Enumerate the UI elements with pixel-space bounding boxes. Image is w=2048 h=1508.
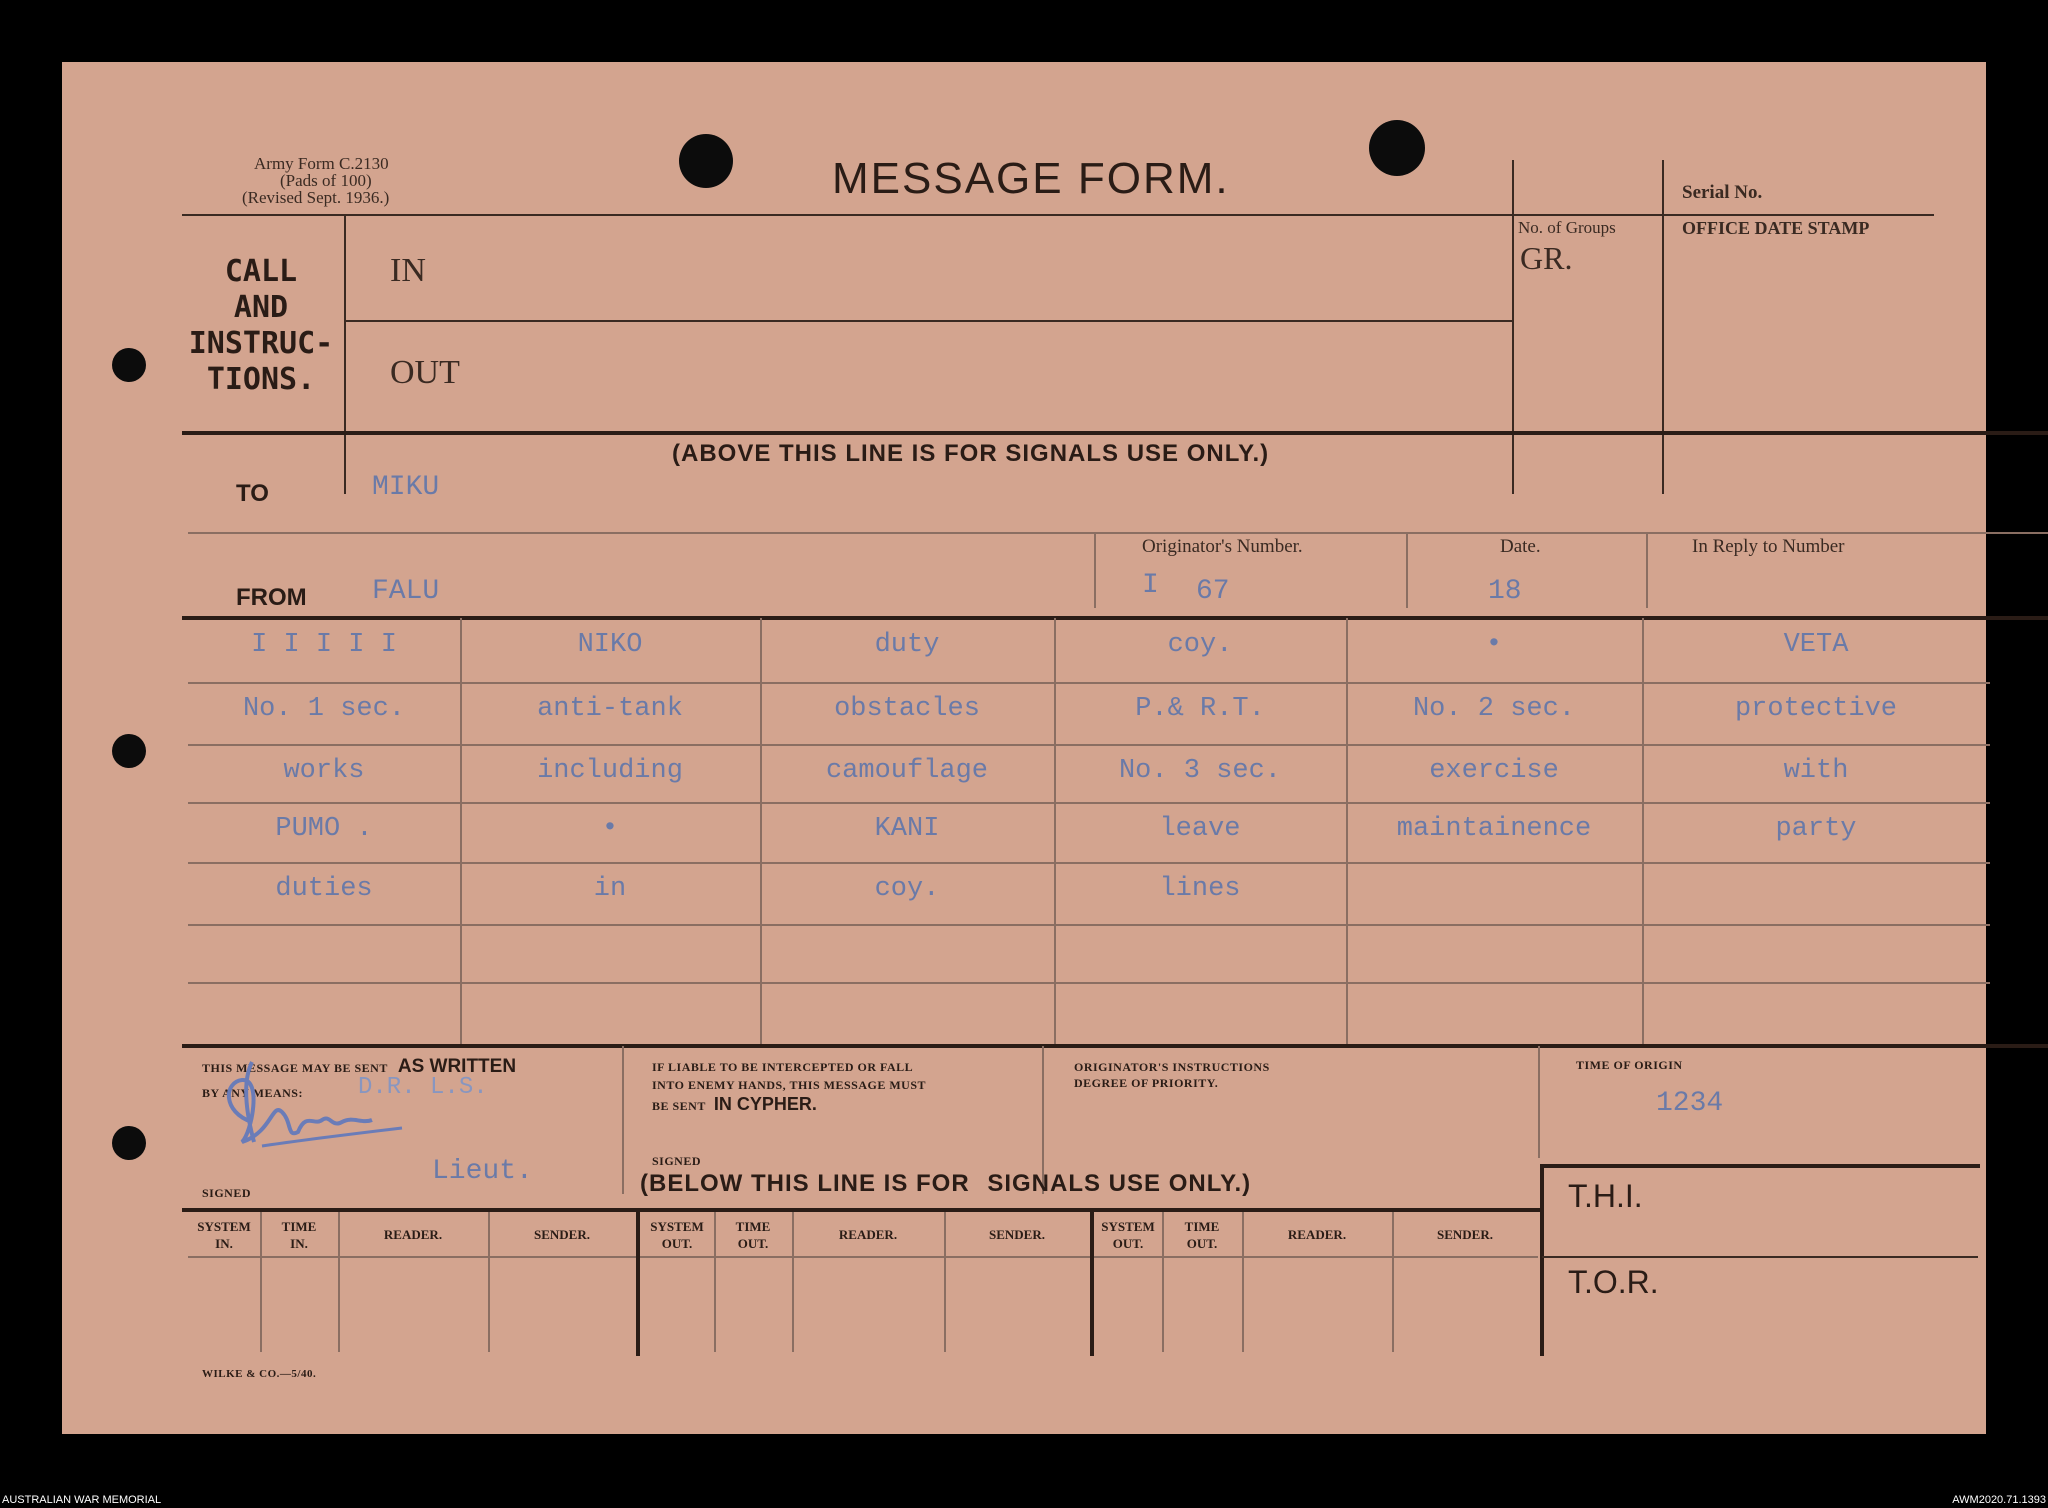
signals-header-line-2: OUT.	[1186, 1236, 1218, 1251]
below-line-part-1: (BELOW THIS LINE IS FOR	[640, 1170, 970, 1197]
punch-hole-left-1	[112, 348, 146, 382]
be-sent-text: BE SENT	[652, 1099, 706, 1113]
out-label: OUT	[390, 354, 460, 391]
grid-row-divider	[188, 862, 1990, 864]
signals-header-line-1: SYSTEM	[650, 1219, 704, 1234]
message-grid-cell: coy.	[1167, 630, 1233, 660]
rank-value: Lieut.	[432, 1156, 533, 1187]
signals-header-line-1: TIME	[281, 1219, 317, 1234]
signals-header-rule	[640, 1256, 1090, 1258]
grid-row-divider	[188, 682, 1990, 684]
message-grid-cell: KANI	[874, 814, 940, 844]
above-line-notice: (ABOVE THIS LINE IS FOR SIGNALS USE ONLY.)	[672, 440, 1270, 467]
message-grid-cell: works	[283, 756, 365, 786]
punch-hole-top-left	[679, 134, 733, 188]
signed-label: SIGNED	[202, 1186, 252, 1200]
signals-header-line-2: OUT.	[1112, 1236, 1144, 1251]
serial-no-label: Serial No.	[1682, 182, 1763, 203]
message-grid-cell: obstacles	[834, 694, 980, 724]
signals-header-cell	[338, 1218, 488, 1243]
army-form-number: Army Form C.2130	[254, 154, 389, 173]
to-rule	[188, 532, 2048, 534]
intercept-line-2: INTO ENEMY HANDS, THIS MESSAGE MUST	[652, 1078, 926, 1092]
to-value: MIKU	[372, 472, 440, 503]
date-value: 18	[1488, 576, 1522, 607]
message-grid-cell: No. 2 sec.	[1412, 694, 1576, 724]
message-grid-cell: with	[1783, 756, 1849, 786]
signals-header-line-1: SENDER.	[534, 1227, 590, 1242]
as-written-text: AS WRITTEN	[397, 1056, 517, 1077]
signals-header-line-2: OUT.	[737, 1236, 769, 1251]
signals-use-rule	[182, 431, 2048, 435]
message-grid-cell: anti-tank	[537, 694, 683, 724]
signals-table-top	[182, 1208, 1540, 1212]
thi-tor-divider	[1542, 1256, 1978, 1258]
grid-row-divider	[188, 982, 1990, 984]
punch-hole-left-2	[112, 734, 146, 768]
grid-row-divider	[188, 802, 1990, 804]
signals-header-cell	[188, 1218, 260, 1252]
title-rule	[182, 214, 1934, 216]
orig-number-divider	[1094, 534, 1096, 608]
signals-header-rule	[188, 1256, 636, 1258]
message-grid-cell: •	[1485, 630, 1503, 660]
signature-scrawl	[202, 1042, 422, 1162]
signals-header-line-1: TIME	[1184, 1219, 1220, 1234]
message-grid-cell: in	[593, 874, 627, 904]
message-grid-cell: •	[601, 814, 619, 844]
gr-label: GR.	[1520, 240, 1573, 276]
message-grid-cell: No. 1 sec.	[242, 694, 406, 724]
signals-header-cell	[1392, 1218, 1538, 1243]
footer-right-id: AWM2020.71.1393	[1952, 1494, 2046, 1506]
signals-header-line-2: IN.	[215, 1236, 233, 1251]
message-grid-cell: PUMO .	[275, 814, 373, 844]
signals-header-line-1: SENDER.	[989, 1227, 1045, 1242]
message-grid-cell: protective	[1734, 694, 1898, 724]
message-grid-cell: lines	[1159, 874, 1241, 904]
time-of-origin-value: 1234	[1656, 1088, 1724, 1119]
reply-divider	[1646, 534, 1648, 608]
message-grid-bottom	[182, 1044, 2048, 1048]
signals-header-cell	[260, 1218, 338, 1252]
footer-left-credit: AUSTRALIAN WAR MEMORIAL	[2, 1494, 162, 1506]
signals-header-rule	[1094, 1256, 1538, 1258]
pads-note: (Pads of 100)	[280, 171, 372, 190]
message-grid-cell: NIKO	[577, 630, 643, 660]
thi-top-border	[1540, 1164, 1980, 1168]
signals-header-line-1: SYSTEM	[197, 1219, 251, 1234]
printer-imprint: WILKE & CO.—5/40.	[202, 1368, 317, 1380]
call-divider	[344, 216, 346, 494]
from-value: FALU	[372, 576, 440, 607]
bottom-divider-3	[1538, 1046, 1540, 1158]
office-date-stamp-label: OFFICE DATE STAMP	[1682, 218, 1870, 238]
page-title: MESSAGE FORM.	[832, 154, 1230, 203]
originators-number-label: Originator's Number.	[1142, 536, 1303, 557]
signals-header-cell	[488, 1218, 636, 1243]
call-instructions-label	[186, 254, 336, 398]
serial-divider	[1662, 160, 1664, 494]
revised-note: (Revised Sept. 1936.)	[242, 188, 390, 207]
message-grid-cell: duty	[874, 630, 940, 660]
thi-tor-left-border	[1540, 1164, 1544, 1356]
tor-label: T.O.R.	[1568, 1264, 1659, 1300]
signals-header-line-1: READER.	[383, 1227, 443, 1242]
intercept-line-3	[652, 1094, 817, 1115]
message-grid-cell: duties	[275, 874, 373, 904]
signed-label-2: SIGNED	[652, 1154, 702, 1168]
below-line-notice	[640, 1170, 1251, 1198]
signals-header-cell	[714, 1218, 792, 1252]
in-label: IN	[390, 252, 426, 289]
message-grid-cell: maintainence	[1396, 814, 1592, 844]
message-grid-cell: party	[1775, 814, 1857, 844]
typed-means: D.R. L.S.	[358, 1074, 488, 1101]
below-line-part-2: SIGNALS USE ONLY.)	[987, 1170, 1252, 1197]
call-line-3: INSTRUC-	[188, 326, 334, 361]
punch-hole-top-right	[1369, 120, 1425, 176]
signals-header-cell	[640, 1218, 714, 1252]
message-grid-cell: leave	[1159, 814, 1241, 844]
message-grid-cell: coy.	[874, 874, 940, 904]
message-grid-cell: I I I I I	[251, 630, 397, 660]
thi-label: T.H.I.	[1568, 1178, 1643, 1214]
to-label: TO	[236, 480, 269, 507]
originators-number-value: 67	[1196, 576, 1230, 607]
may-be-sent-text: THIS MESSAGE MAY BE SENT	[202, 1061, 388, 1075]
groups-divider	[1512, 160, 1514, 494]
signals-header-cell	[1094, 1218, 1162, 1252]
date-label: Date.	[1500, 536, 1541, 557]
message-grid-cell: camouflage	[825, 756, 989, 786]
no-of-groups-label: No. of Groups	[1518, 218, 1616, 237]
signals-header-line-2: OUT.	[661, 1236, 693, 1251]
signals-header-cell	[792, 1218, 944, 1243]
punch-hole-left-3	[112, 1126, 146, 1160]
message-grid-cell: No. 3 sec.	[1118, 756, 1282, 786]
in-cypher-text: IN CYPHER.	[713, 1094, 817, 1114]
grid-row-divider	[188, 924, 1990, 926]
signals-header-line-1: READER.	[838, 1227, 898, 1242]
signals-header-cell	[1162, 1218, 1242, 1252]
originators-number-prefix: I	[1142, 570, 1159, 601]
signals-header-line-1: READER.	[1287, 1227, 1347, 1242]
message-grid-cell: VETA	[1783, 630, 1849, 660]
message-grid-cell: including	[537, 756, 683, 786]
by-any-means-text: BY ANY MEANS:	[202, 1086, 303, 1100]
in-reply-label: In Reply to Number	[1692, 536, 1845, 557]
grid-row-divider	[188, 744, 1990, 746]
intercept-line-1: IF LIABLE TO BE INTERCEPTED OR FALL	[652, 1060, 914, 1074]
call-line-1: CALL	[224, 254, 298, 289]
message-grid-cell: exercise	[1429, 756, 1559, 786]
signals-header-line-1: SYSTEM	[1101, 1219, 1155, 1234]
signals-header-line-2: IN.	[290, 1236, 308, 1251]
call-line-4: TIONS.	[206, 362, 316, 397]
orig-instructions-text: ORIGINATOR'S INSTRUCTIONS	[1074, 1060, 1270, 1074]
signals-header-cell	[944, 1218, 1090, 1243]
message-grid-cell: P.& R.T.	[1135, 694, 1265, 724]
from-label: FROM	[236, 584, 307, 611]
signals-header-cell	[1242, 1218, 1392, 1243]
message-form-sheet	[62, 62, 1986, 1434]
in-out-rule	[346, 320, 1512, 322]
signals-header-line-1: SENDER.	[1437, 1227, 1493, 1242]
date-divider	[1406, 534, 1408, 608]
degree-priority-text: DEGREE OF PRIORITY.	[1074, 1076, 1219, 1090]
bottom-divider-1	[622, 1046, 624, 1194]
time-of-origin-label: TIME OF ORIGIN	[1576, 1058, 1683, 1072]
signals-header-line-1: TIME	[735, 1219, 771, 1234]
call-line-2: AND	[233, 290, 289, 325]
